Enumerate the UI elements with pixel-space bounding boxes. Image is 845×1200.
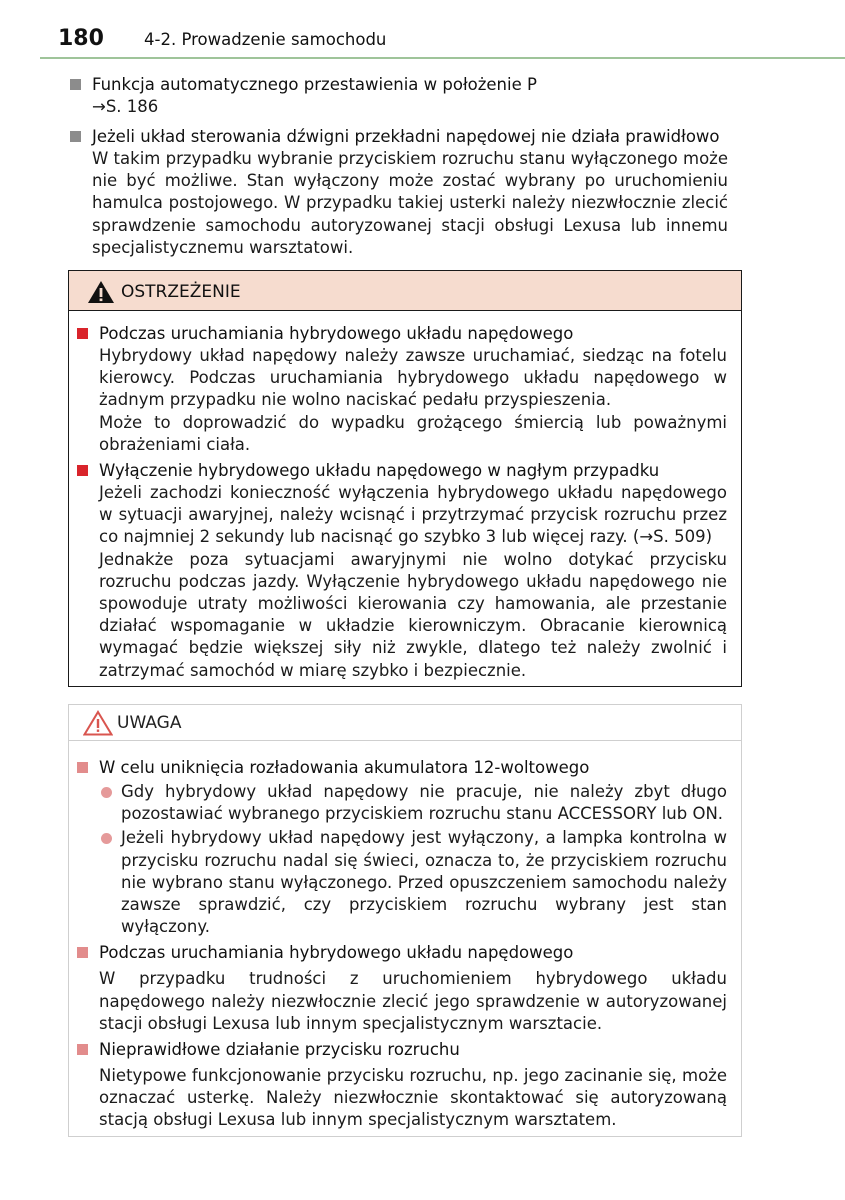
warning-item-text: Może to doprowadzić do wypadku grożącego śmiercią lub poważnymi obrażeniami ciała. xyxy=(99,412,727,454)
section-square-icon xyxy=(77,465,88,476)
section-square-icon xyxy=(70,79,81,90)
warning-header xyxy=(69,271,741,311)
notice-body xyxy=(77,757,727,1132)
page-number: 180 xyxy=(58,26,104,51)
warning-item-text: Hybrydowy układ napędowy należy zawsze uruchamiać, siedząc na fotelu kierowcy. Podczas uruchamiania hybrydowego układu napędowego w żadnym przypadku nie wolno naciskać pedału przyspieszenia. xyxy=(99,346,727,410)
bullet-dot-icon xyxy=(101,787,112,798)
notice-item-heading: Podczas uruchamiania hybrydowego układu napędowego xyxy=(99,943,574,963)
header-divider xyxy=(40,57,845,59)
intro-section-shift-control xyxy=(70,126,728,259)
notice-title: UWAGA xyxy=(117,713,182,733)
warning-item-heading: Wyłączenie hybrydowego układu napędowego w nagłym przypadku xyxy=(99,461,660,481)
warning-item-heading: Podczas uruchamiania hybrydowego układu napędowego xyxy=(99,324,574,343)
page-header xyxy=(0,0,845,62)
bullet-dot-icon xyxy=(101,833,112,844)
warning-body xyxy=(77,323,727,682)
intro-heading: Funkcja automatycznego przestawienia w położenie P xyxy=(92,75,537,94)
intro-heading: Jeżeli układ sterowania dźwigni przekładni napędowej nie działa prawidłowo xyxy=(92,127,720,146)
intro-section-auto-park xyxy=(70,74,728,118)
notice-item-heading: W celu uniknięcia rozładowania akumulatora 12-woltowego xyxy=(99,758,590,777)
notice-bullet: Gdy hybrydowy układ napędowy nie pracuje, nie należy zbyt długo pozostawiać wybranego przyciskiem rozruchu stanu ACCESSORY lub ON. xyxy=(121,782,727,824)
warning-item-text: Jednakże poza sytuacjami awaryjnymi nie wolno dotykać przycisku rozruchu podczas jazdy. Wyłączenie hybrydowego układu napędowego nie spowoduje utraty możliwości kierowania czy hamowania, ale przestanie działać wspomaganie w układzie kierowniczym. Obracanie kierownicą wymagać będzie większej siły niż zwykle, dlatego też należy zwolnić i zatrzymać samochód w miarę szybko i bezpiecznie. xyxy=(99,549,727,680)
notice-bullet: Jeżeli hybrydowy układ napędowy jest wyłączony, a lampka kontrolna w przycisku rozruchu nadal się świeci, oznacza to, że przyciskiem rozruchu nie wybrano stanu wyłączonego. Przed opuszczeniem samochodu należy zawsze sprawdzić, czy przyciskiem rozruchu wybrany jest stan wyłączony. xyxy=(121,828,727,937)
caution-triangle-icon xyxy=(83,710,113,736)
notice-box xyxy=(68,704,742,1137)
section-square-icon xyxy=(77,328,88,339)
notice-item-heading: Nieprawidłowe działanie przycisku rozruchu xyxy=(99,1040,460,1060)
notice-item-text: Nietypowe funkcjonowanie przycisku rozruchu, np. jego zacinanie się, może oznaczać usterkę. Należy niezwłocznie skontaktować się autoryzowaną stacją obsługi Lexusa lub innym specjalistycznym warsztatem. xyxy=(99,1066,727,1130)
section-square-icon xyxy=(77,762,88,773)
warning-item-text: Jeżeli zachodzi konieczność wyłączenia hybrydowego układu napędowego w sytuacji awaryjnej, należy wcisnąć i przytrzymać przycisk rozruchu przez co najmniej 2 sekundy lub nacisnąć go szybko 3 lub więcej razy. (→S. 509) xyxy=(99,483,727,547)
intro-reference: →S. 186 xyxy=(92,97,159,116)
notice-item-text: W przypadku trudności z uruchomieniem hybrydowego układu napędowego należy niezwłocznie zlecić jego sprawdzenie w autoryzowanej stacji obsługi Lexusa lub innym specjalistycznym warsztacie. xyxy=(99,969,727,1033)
warning-title: OSTRZEŻENIE xyxy=(121,282,241,302)
section-square-icon xyxy=(77,1044,88,1055)
section-title: 4-2. Prowadzenie samochodu xyxy=(144,30,387,49)
warning-triangle-icon xyxy=(87,280,115,304)
notice-header xyxy=(69,705,741,741)
section-square-icon xyxy=(77,947,88,958)
intro-paragraph: W takim przypadku wybranie przyciskiem rozruchu stanu wyłączonego może nie być możliwe. Stan wyłączony może zostać wybrany po uruchomieniu hamulca postojowego. W przypadku takiej usterki należy niezwłocznie zlecić sprawdzenie samochodu autoryzowanej stacji obsługi Lexusa lub innemu specjalistycznemu warsztatowi. xyxy=(92,149,728,257)
warning-box xyxy=(68,270,742,687)
section-square-icon xyxy=(70,131,81,142)
